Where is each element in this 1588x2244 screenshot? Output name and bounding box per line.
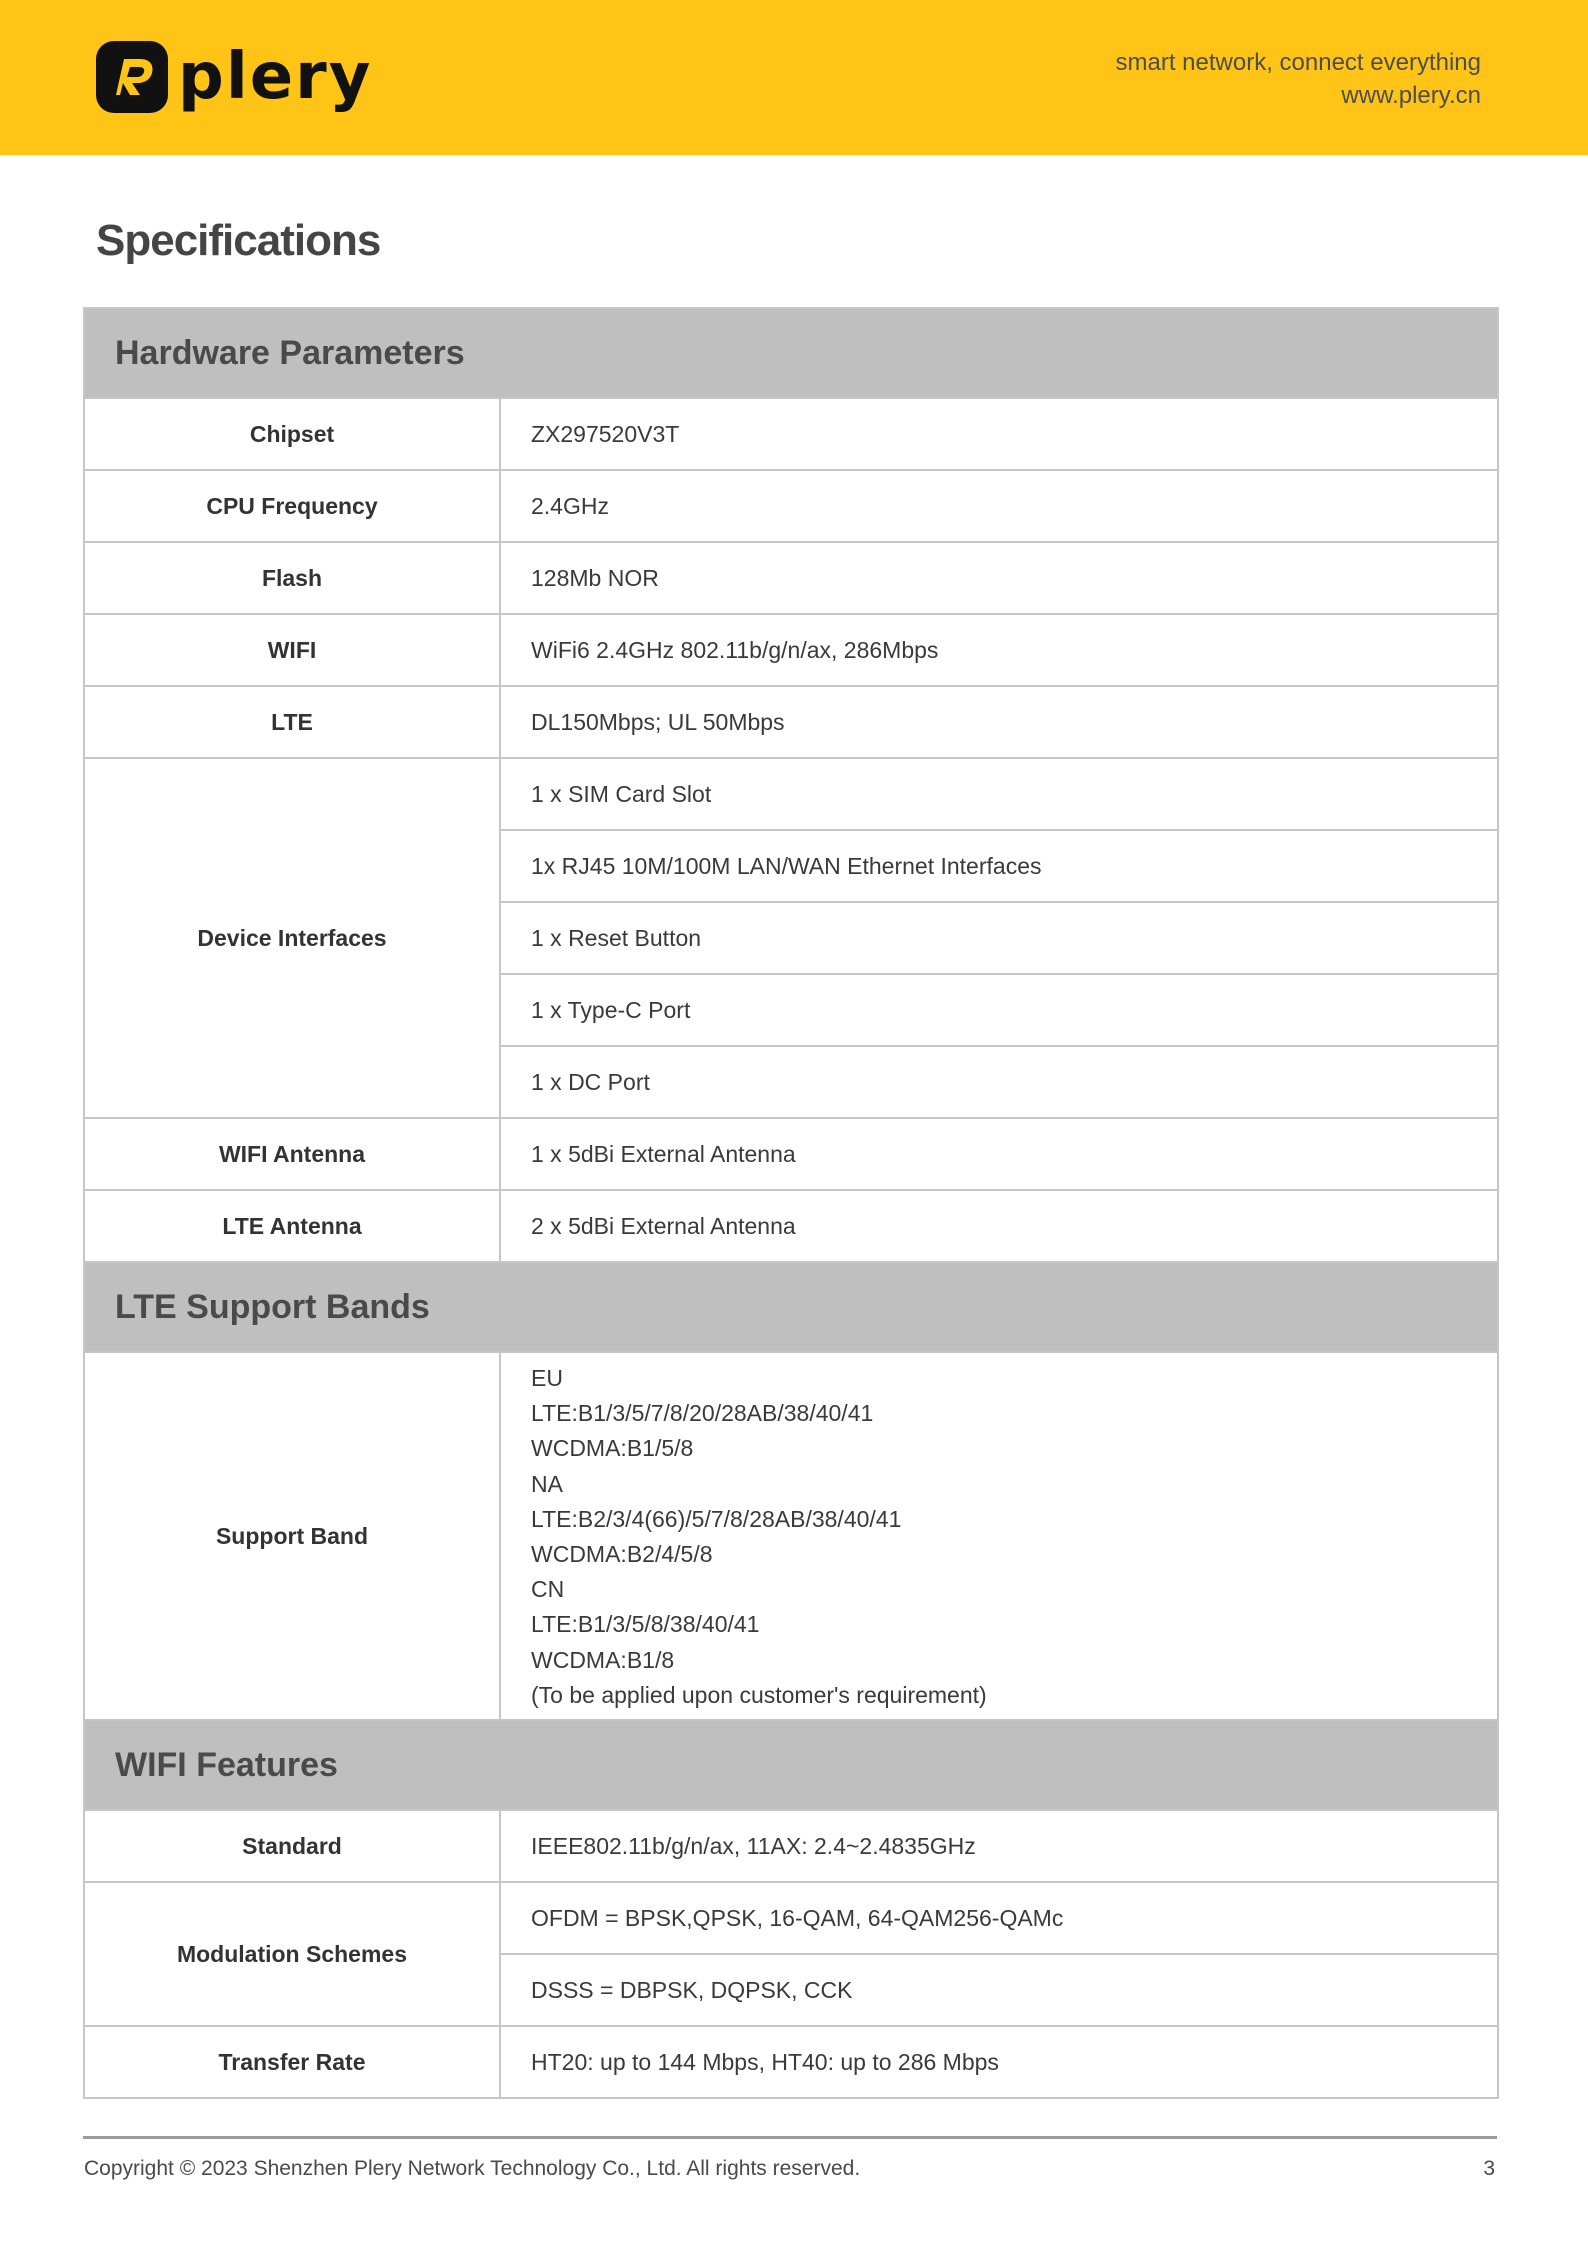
band-line: NA xyxy=(531,1470,563,1497)
spec-value: HT20: up to 144 Mbps, HT40: up to 286 Mbps xyxy=(500,2026,1498,2098)
spec-value: DSSS = DBPSK, DQPSK, CCK xyxy=(500,1954,1498,2026)
spec-value: IEEE802.11b/g/n/ax, 11AX: 2.4~2.4835GHz xyxy=(500,1810,1498,1882)
spec-value: 2.4GHz xyxy=(500,470,1498,542)
spec-value: 128Mb NOR xyxy=(500,542,1498,614)
table-row xyxy=(84,2026,1498,2098)
page-title: Specifications xyxy=(96,216,381,265)
band-line: LTE:B1/3/5/8/38/40/41 xyxy=(531,1611,760,1638)
table-row xyxy=(84,1118,1498,1190)
logo-wordmark: plery xyxy=(178,40,373,114)
website-link[interactable]: www.plery.cn xyxy=(1341,82,1481,109)
spec-value: 1 x DC Port xyxy=(500,1046,1498,1118)
section-title-wifi-features: WIFI Features xyxy=(84,1720,1498,1810)
spec-value: ZX297520V3T xyxy=(500,398,1498,470)
section-header-row xyxy=(84,1262,1498,1352)
band-line: WCDMA:B1/8 xyxy=(531,1646,675,1673)
table-row xyxy=(84,542,1498,614)
spec-label: Device Interfaces xyxy=(84,758,500,1118)
spec-value: 1 x Type-C Port xyxy=(500,974,1498,1046)
band-line: LTE:B2/3/4(66)/5/7/8/28AB/38/40/41 xyxy=(531,1505,902,1532)
band-line: LTE:B1/3/5/7/8/20/28AB/38/40/41 xyxy=(531,1400,874,1427)
spec-value: 1x RJ45 10M/100M LAN/WAN Ethernet Interfaces xyxy=(500,830,1498,902)
page-number: 3 xyxy=(1483,2157,1495,2180)
brand-logo xyxy=(96,40,372,114)
table-row xyxy=(84,1882,1498,1954)
table-row xyxy=(84,758,1498,830)
table-row xyxy=(84,1810,1498,1882)
spec-label: LTE Antenna xyxy=(84,1190,500,1262)
spec-value: 1 x 5dBi External Antenna xyxy=(500,1118,1498,1190)
header-tagline-block xyxy=(1116,46,1482,112)
section-title-lte-bands: LTE Support Bands xyxy=(84,1262,1498,1352)
spec-label: CPU Frequency xyxy=(84,470,500,542)
spec-label: Flash xyxy=(84,542,500,614)
spec-value: 1 x Reset Button xyxy=(500,902,1498,974)
band-line: CN xyxy=(531,1576,565,1603)
section-header-row xyxy=(84,1720,1498,1810)
spec-label: Chipset xyxy=(84,398,500,470)
table-row xyxy=(84,398,1498,470)
table-row xyxy=(84,614,1498,686)
band-line: WCDMA:B2/4/5/8 xyxy=(531,1541,713,1568)
table-row xyxy=(84,1190,1498,1262)
tagline: smart network, connect everything xyxy=(1115,49,1481,76)
spec-value: DL150Mbps; UL 50Mbps xyxy=(500,686,1498,758)
spec-label: Standard xyxy=(84,1810,500,1882)
spec-value: 1 x SIM Card Slot xyxy=(500,758,1498,830)
footer-divider xyxy=(83,2136,1497,2139)
spec-label: Modulation Schemes xyxy=(84,1882,500,2026)
spec-label: WIFI Antenna xyxy=(84,1118,500,1190)
spec-label: WIFI xyxy=(84,614,500,686)
band-line: (To be applied upon customer's requirement) xyxy=(531,1681,987,1708)
table-row xyxy=(84,1352,1498,1720)
footer-copyright: Copyright © 2023 Shenzhen Plery Network Technology Co., Ltd. All rights reserved. xyxy=(84,2157,861,2180)
spec-value: WiFi6 2.4GHz 802.11b/g/n/ax, 286Mbps xyxy=(500,614,1498,686)
band-list xyxy=(500,1352,1498,1720)
table-row xyxy=(84,686,1498,758)
page-header xyxy=(0,0,1588,155)
specifications-table xyxy=(83,307,1499,2099)
band-line: EU xyxy=(531,1365,563,1391)
section-header-row xyxy=(84,308,1498,398)
spec-value: 2 x 5dBi External Antenna xyxy=(500,1190,1498,1262)
table-row xyxy=(84,470,1498,542)
section-title-hardware: Hardware Parameters xyxy=(84,308,1498,398)
logo-mark-icon xyxy=(96,41,168,113)
spec-label: Transfer Rate xyxy=(84,2026,500,2098)
spec-label: Support Band xyxy=(84,1352,500,1720)
spec-value: OFDM = BPSK,QPSK, 16-QAM, 64-QAM256-QAMc xyxy=(500,1882,1498,1954)
band-line: WCDMA:B1/5/8 xyxy=(531,1435,694,1462)
spec-label: LTE xyxy=(84,686,500,758)
